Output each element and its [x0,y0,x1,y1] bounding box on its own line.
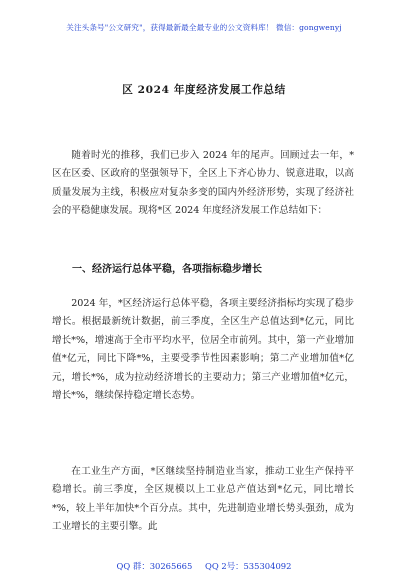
intro-paragraph: 随着时光的推移，我们已步入 2024 年的尾声。回顾过去一年，*区在区委、区政府的坚强领导下，全区上下齐心协力、锐意进取，以高质量发展为主线，积极应对复杂多变的国内外经济形势，实现了经济社会的平稳健康发展。现将*区 2024 年度经济发展工作总结如下： [52,150,354,217]
contact-footer [0,560,408,572]
document-title: 区 2024 年度经济发展工作总结 [122,84,286,96]
section1-paragraph-1: 2024 年，*区经济运行总体平稳，各项主要经济指标均实现了稳步增长。根据最新统计数据，前三季度，全区生产总值达到*亿元，同比增长*%，增速高于全市平均水平，位居全市前列。其中，第一产业增加值*亿元，同比下降*%，主要受季节性因素影响；第二产业增加值*亿元，增长*%，成为拉动经济增长的主要动力；第三产业增加值*亿元，增长*%，继续保持稳定增长态势。 [52,298,354,402]
section-heading-1: 一、经济运行总体平稳，各项指标稳步增长 [72,264,262,275]
section1-paragraph-2: 在工业生产方面，*区继续坚持制造业当家，推动工业生产保持平稳增长。前三季度，全区规模以上工业总产值达到*亿元，同比增长*%，较上半年加快*个百分点。其中，先进制造业增长势头强劲，成为工业增长的主要引擎。此 [52,466,354,533]
qq-contact-number: QQ 2号：535304092 [205,561,292,571]
promo-banner: 关注头条号"公文研究"，获得最新最全最专业的公文资料库！ 微信：gongwenyj [66,23,342,32]
qq-group-number: QQ 群：30265665 [116,561,193,571]
